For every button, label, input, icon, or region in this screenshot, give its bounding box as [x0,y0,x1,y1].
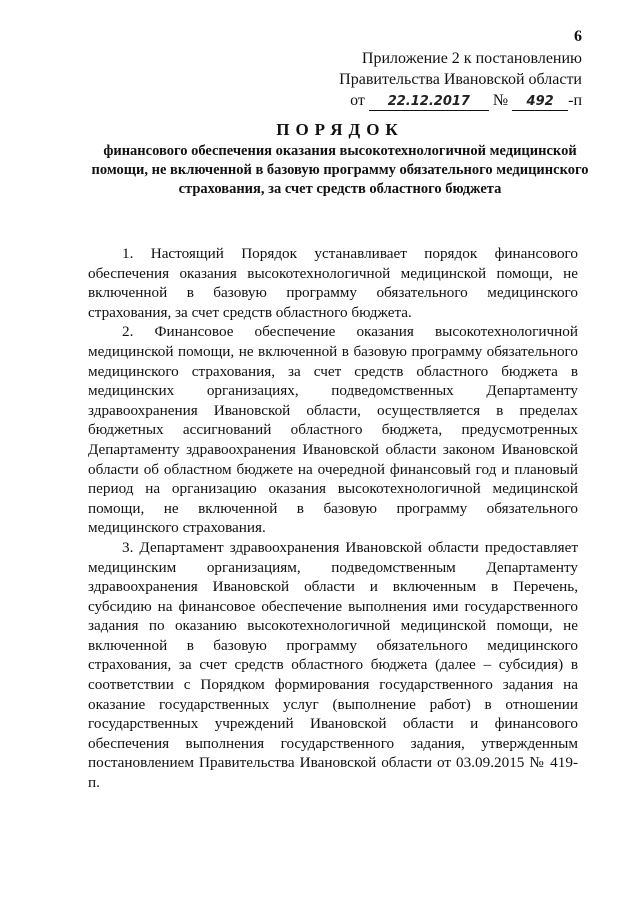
document-heading [90,120,590,199]
attachment-line-1: Приложение 2 к постановлению [361,50,582,67]
handwritten-number: 492 [512,94,568,111]
from-label: от [350,92,365,109]
page-number: 6 [574,28,582,45]
paragraph-2: 2. Финансовое обеспечение оказания высокотехнологичной медицинской помощи, не включенной в базовую программу обязательного медицинского страхования, за счет средств областного бюджета в медицинских организациях, подведомственных Департаменту здравоохранения Ивановской области, осуществляется в пределах бюджетных ассигнований областного бюджета, предусмотренных Департаменту здравоохранения Ивановской области законом Ивановской области об областном бюджете на очередной финансовый год и плановый период на организацию оказания высокотехнологичной медицинской помощи, не включенной в базовую программу обязательного медицинского страхования. [88,323,578,537]
document-subtitle: финансового обеспечения оказания высокотехнологичной медицинской помощи, не включенной в базовую программу обязательного медицинского страхования, за счет средств областного бюджета [91,143,589,197]
document-title: ПОРЯДОК [276,120,404,139]
handwritten-date: 22.12.2017 [369,94,489,111]
number-label: № [492,92,509,109]
number-suffix: -п [568,92,582,109]
attachment-date-number-row [339,90,582,111]
paragraph-1: 1. Настоящий Порядок устанавливает порядок финансового обеспечения оказания высокотехнологичной медицинской помощи, не включенной в базовую программу обязательного медицинского страхования, за счет средств областного бюджета. [88,245,578,321]
attachment-header [339,48,582,111]
paragraph-3: 3. Департамент здравоохранения Ивановской области предоставляет медицинским организациям, подведомственным Департаменту здравоохранения Ивановской области и включенным в Перечень, субсидию на финансовое обеспечение выполнения ими государственного задания по оказанию высокотехнологичной медицинской помощи, не включенной в базовую программу обязательного медицинского страхования, за счет средств областного бюджета (далее – субсидия) в соответствии с Порядком формирования государственного задания на оказание государственных услуг (выполнение работ) в отношении государственных учреждений Ивановской области и финансового обеспечения выполнения государственного задания, утвержденным постановлением Правительства Ивановской области от 03.09.2015 № 419-п. [88,538,578,792]
attachment-line-2: Правительства Ивановской области [339,71,582,88]
document-body [88,244,578,793]
